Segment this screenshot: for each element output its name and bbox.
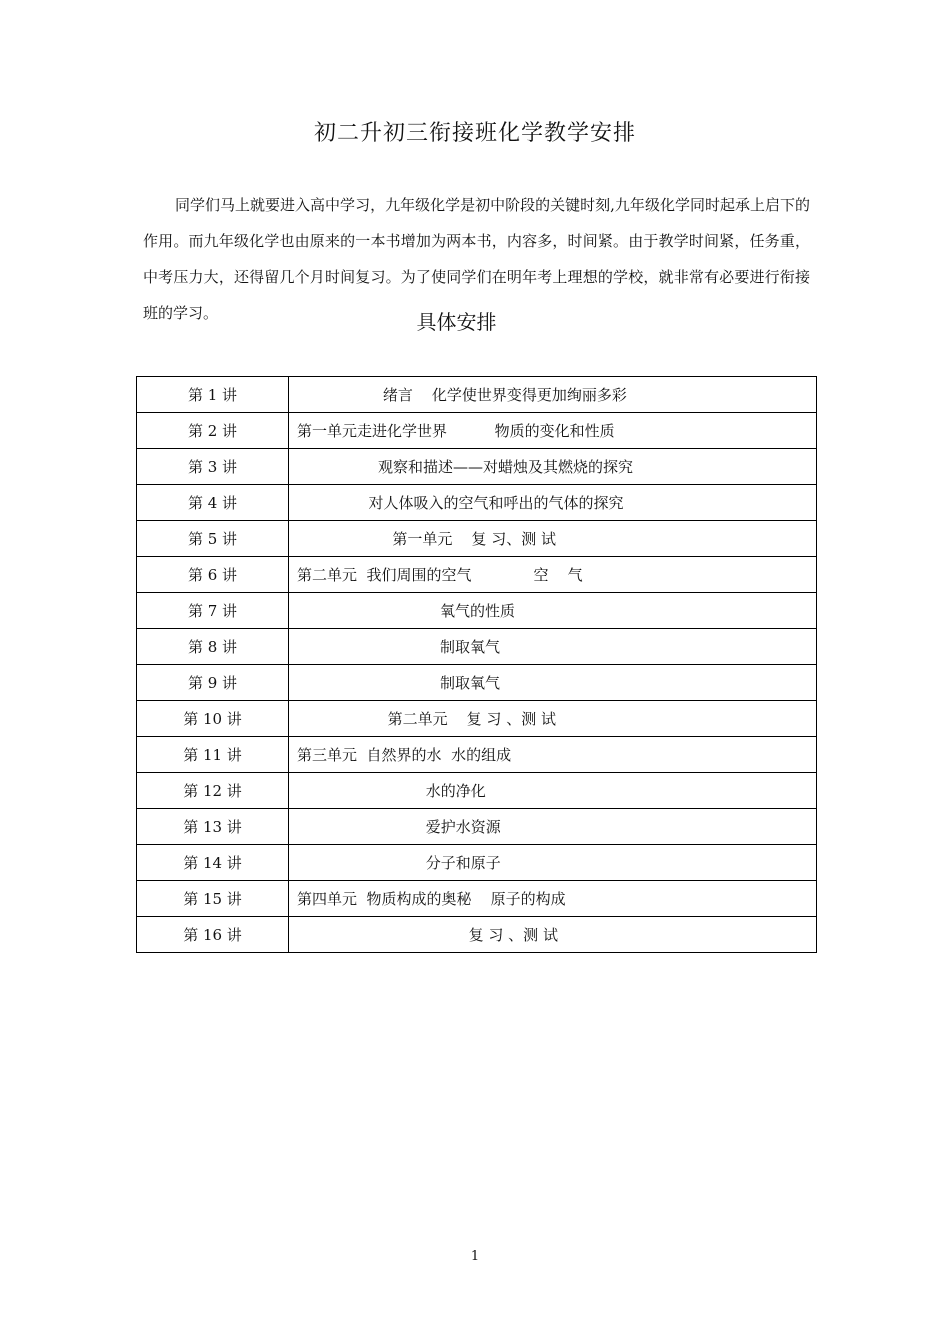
lecture-topic: 氧气的性质 — [289, 593, 817, 629]
lecture-topic: 制取氧气 — [289, 629, 817, 665]
page-number: 1 — [470, 1249, 480, 1264]
lecture-number: 第 11 讲 — [137, 737, 289, 773]
table-row — [137, 485, 817, 521]
lecture-number: 第 4 讲 — [137, 485, 289, 521]
lecture-topic: 复 习 、测 试 — [289, 917, 817, 953]
table-row — [137, 917, 817, 953]
lecture-number: 第 8 讲 — [137, 629, 289, 665]
lecture-topic: 绪言 化学使世界变得更加绚丽多彩 — [289, 377, 817, 413]
table-row — [137, 449, 817, 485]
lecture-topic: 第二单元 我们周围的空气 空 气 — [289, 557, 817, 593]
lecture-number: 第 12 讲 — [137, 773, 289, 809]
lecture-number: 第 9 讲 — [137, 665, 289, 701]
page-title: 初二升初三衔接班化学教学安排 — [313, 121, 636, 146]
lecture-topic: 爱护水资源 — [289, 809, 817, 845]
table-row — [137, 629, 817, 665]
lecture-number: 第 1 讲 — [137, 377, 289, 413]
table-row — [137, 881, 817, 917]
lecture-topic: 第三单元 自然界的水 水的组成 — [289, 737, 817, 773]
lecture-number: 第 3 讲 — [137, 449, 289, 485]
table-row — [137, 809, 817, 845]
lecture-number: 第 15 讲 — [137, 881, 289, 917]
table-row — [137, 377, 817, 413]
section-title: 具体安排 — [416, 310, 497, 334]
lecture-number: 第 16 讲 — [137, 917, 289, 953]
lecture-number: 第 5 讲 — [137, 521, 289, 557]
table-row — [137, 521, 817, 557]
lecture-topic: 第一单元走进化学世界 物质的变化和性质 — [289, 413, 817, 449]
table-row — [137, 557, 817, 593]
lecture-number: 第 2 讲 — [137, 413, 289, 449]
table-row — [137, 737, 817, 773]
lecture-number: 第 14 讲 — [137, 845, 289, 881]
lecture-number: 第 7 讲 — [137, 593, 289, 629]
lecture-topic: 水的净化 — [289, 773, 817, 809]
lecture-topic: 第四单元 物质构成的奥秘 原子的构成 — [289, 881, 817, 917]
schedule-table — [136, 376, 817, 953]
table-row — [137, 413, 817, 449]
table-row — [137, 845, 817, 881]
intro-paragraph: 同学们马上就要进入高中学习，九年级化学是初中阶段的关键时刻,九年级化学同时起承上启下的作用。而九年级化学也由原来的一本书增加为两本书，内容多，时间紧。由于教学时间紧，任务重，中考压力大，还得留几个月时间复习。为了使同学们在明年考上理想的学校，就非常有必要进行衔接班的学习。 — [143, 196, 810, 322]
table-row — [137, 773, 817, 809]
lecture-topic: 第一单元 复 习、测 试 — [289, 521, 817, 557]
lecture-topic: 观察和描述——对蜡烛及其燃烧的探究 — [289, 449, 817, 485]
lecture-number: 第 6 讲 — [137, 557, 289, 593]
lecture-number: 第 10 讲 — [137, 701, 289, 737]
lecture-number: 第 13 讲 — [137, 809, 289, 845]
lecture-topic: 分子和原子 — [289, 845, 817, 881]
lecture-topic: 对人体吸入的空气和呼出的气体的探究 — [289, 485, 817, 521]
lecture-topic: 第二单元 复 习 、测 试 — [289, 701, 817, 737]
table-row — [137, 593, 817, 629]
table-row — [137, 701, 817, 737]
table-row — [137, 665, 817, 701]
lecture-topic: 制取氧气 — [289, 665, 817, 701]
